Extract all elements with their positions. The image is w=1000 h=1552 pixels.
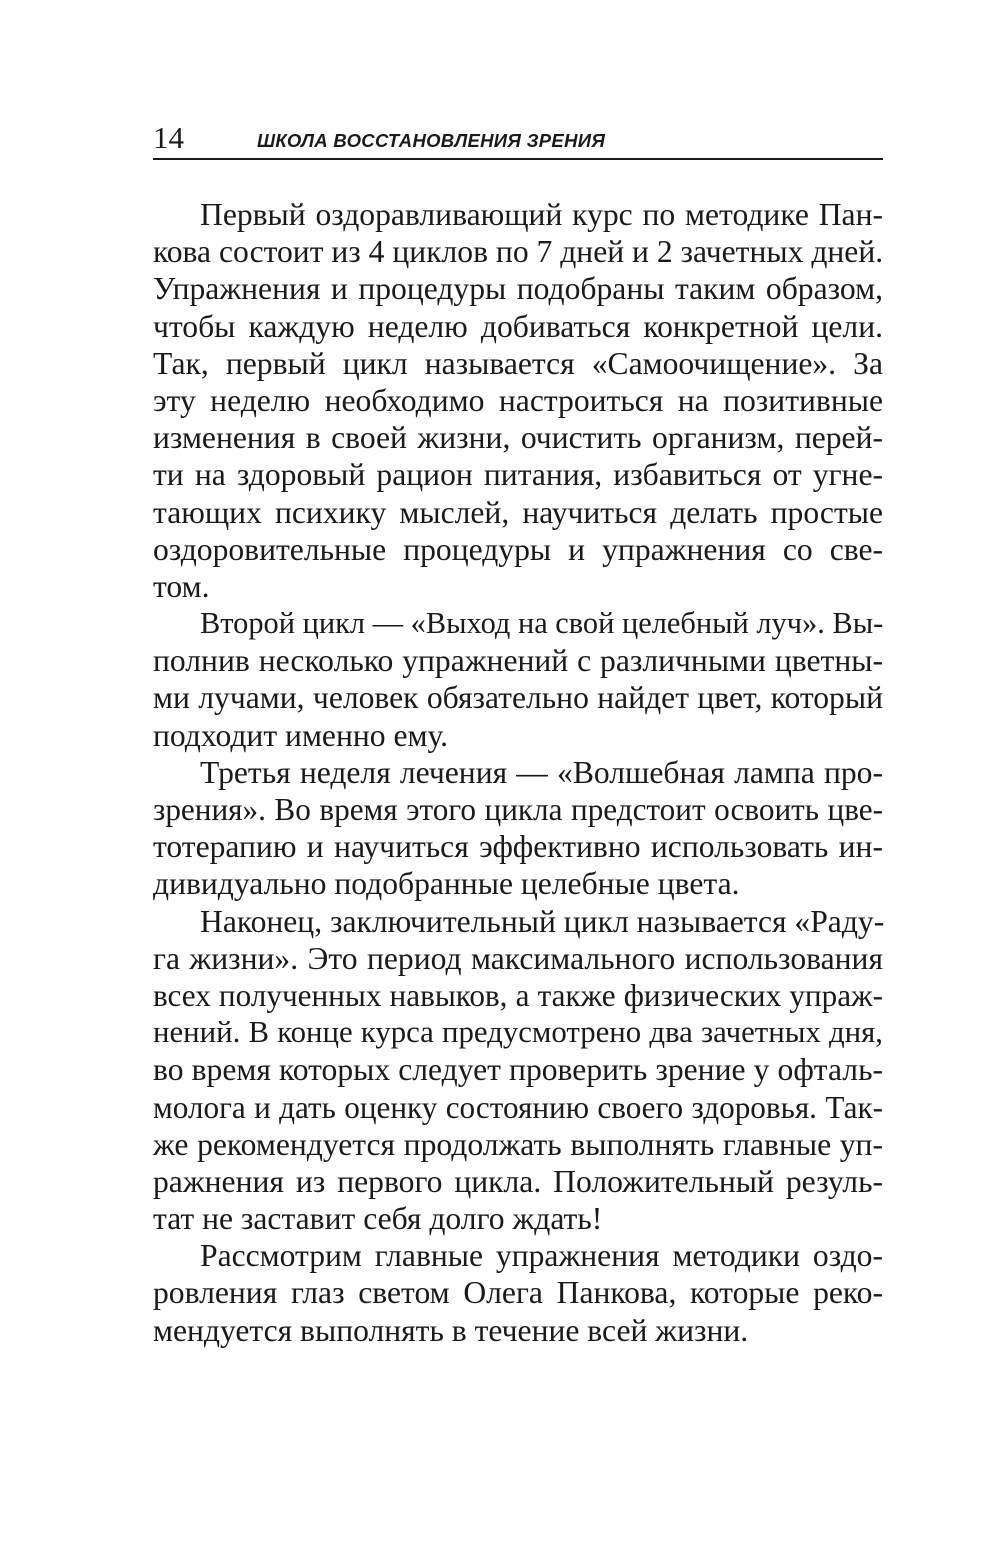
- text-line: эту неделю необходимо настроиться на позитивные: [153, 382, 883, 418]
- text-line: тотерапию и научиться эффективно использовать ин-: [153, 829, 883, 865]
- text-line: оздоровительные процедуры и упражнения со све-: [153, 531, 883, 567]
- text-line: молога и дать оценку состоянию своего здоровья. Так-: [153, 1089, 883, 1125]
- text-line: подходит именно ему.: [153, 717, 449, 753]
- paragraph-4: [153, 903, 883, 1238]
- header-rule: [153, 158, 883, 160]
- running-title: ШКОЛА ВОССТАНОВЛЕНИЯ ЗРЕНИЯ: [257, 130, 606, 151]
- text-line: ти на здоровый рацион питания, избавиться от угне-: [153, 457, 883, 493]
- paragraph-1: [153, 196, 883, 605]
- running-head: [153, 118, 883, 162]
- text-line: Второй цикл — «Выход на свой целебный луч». Вы-: [200, 606, 884, 641]
- text-line: Первый оздоравливающий курс по методике Пан-: [200, 197, 883, 232]
- paragraph-3: [153, 754, 883, 903]
- text-line: том.: [153, 568, 210, 604]
- body-text: [153, 196, 883, 1349]
- text-line: мендуется выполнять в течение всей жизни.: [153, 1312, 749, 1348]
- text-line: всех полученных навыков, а также физических упраж-: [153, 977, 883, 1013]
- text-line: изменения в своей жизни, очистить организм, перей-: [153, 420, 883, 456]
- text-line: кова состоит из 4 циклов по 7 дней и 2 зачетных дней.: [153, 234, 884, 270]
- text-line: чтобы каждую неделю добиваться конкретной цели.: [153, 308, 883, 344]
- text-line: зрения». Во время этого цикла предстоит освоить цве-: [153, 792, 883, 827]
- text-line: Упражнения и процедуры подобраны таким образом,: [153, 271, 883, 307]
- text-line: ровления глаз светом Олега Панкова, которые реко-: [153, 1275, 883, 1311]
- text-line: же рекомендуется продолжать выполнять главные уп-: [153, 1126, 883, 1162]
- text-line: га жизни». Это период максимального использования: [153, 940, 883, 976]
- text-line: ражнения из первого цикла. Положительный резуль-: [153, 1163, 883, 1199]
- text-line: Наконец, заключительный цикл называется «Раду-: [200, 903, 885, 939]
- text-line: Так, первый цикл называется «Самоочищение». За: [153, 345, 883, 381]
- text-line: дивидуально подобранные целебные цвета.: [153, 866, 740, 902]
- text-line: во время которых следует проверить зрение у офталь-: [153, 1052, 883, 1088]
- text-line: полнив несколько упражнений с различными цветны-: [153, 643, 883, 679]
- page-number: 14: [153, 120, 184, 155]
- text-line: тат не заставит себя долго ждать!: [153, 1201, 603, 1237]
- text-line: нений. В конце курса предусмотрено два зачетных дня,: [153, 1015, 883, 1050]
- paragraph-2: [153, 605, 883, 754]
- paragraph-5: [153, 1237, 883, 1349]
- text-line: Третья неделя лечения — «Волшебная лампа про-: [200, 754, 883, 790]
- text-line: ми лучами, человек обязательно найдет цвет, который: [153, 680, 883, 716]
- text-line: Рассмотрим главные упражнения методики оздо-: [200, 1238, 883, 1274]
- text-line: тающих психику мыслей, научиться делать простые: [153, 494, 883, 530]
